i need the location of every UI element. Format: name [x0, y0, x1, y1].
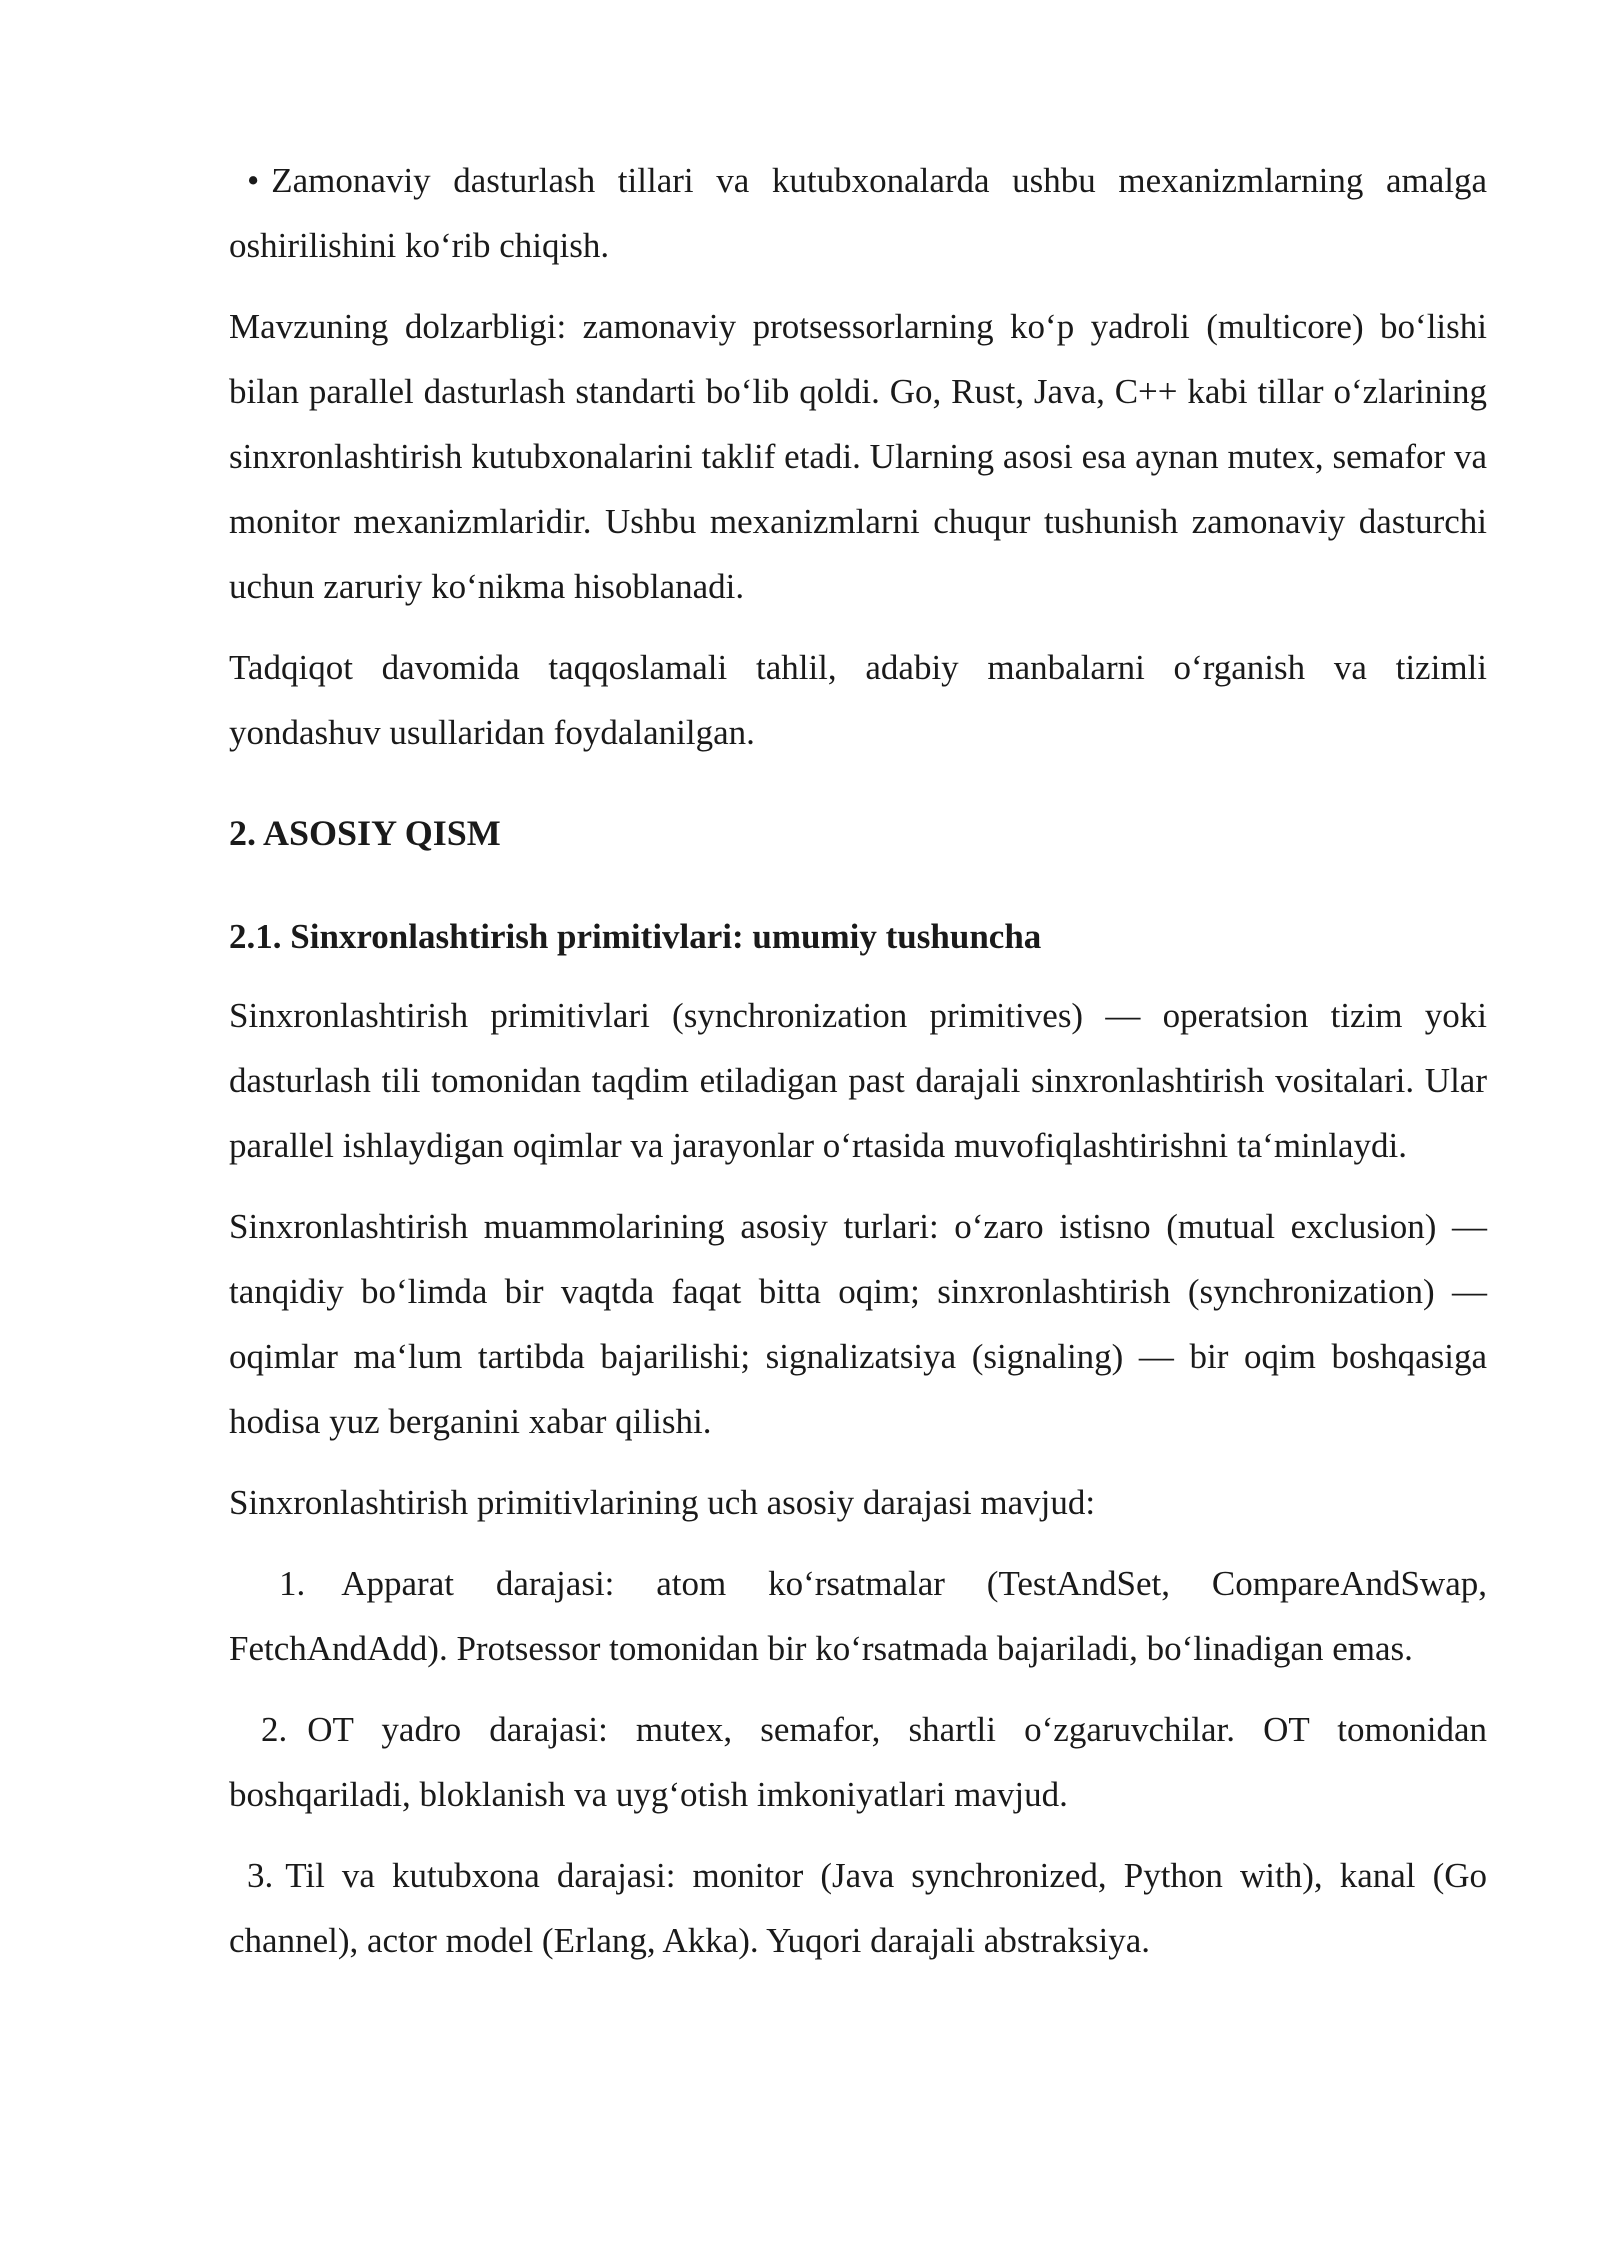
list-item-number: 2.	[261, 1710, 288, 1749]
list-item-number: 3.	[247, 1856, 274, 1895]
levels-intro-paragraph: Sinxronlashtirish primitivlarining uch asosiy darajasi mavjud:	[229, 1483, 1096, 1522]
section-heading: 2. ASOSIY QISM	[229, 813, 501, 853]
subsection-heading: 2.1. Sinxronlashtirish primitivlari: umumiy tushuncha	[229, 917, 1042, 956]
bullet-item	[229, 148, 1487, 278]
bullet-text: Zamonaviy dasturlash tillari va kutubxonalarda ushbu mexanizmlarning amalga oshirilishini ko‘rib chiqish.	[229, 161, 1487, 265]
problem-types-paragraph: Sinxronlashtirish muammolarining asosiy turlari: o‘zaro istisno (mutual exclusion) — tanqidiy bo‘limda bir vaqtda faqat bitta oqim; sinxronlashtirish (synchronization) — oqimlar ma‘lum tartibda bajarilishi; signalizatsiya (signaling) — bir oqim boshqasiga hodisa yuz berganini xabar qilishi.	[229, 1207, 1487, 1441]
list-item-text: Til va kutubxona darajasi: monitor (Java synchronized, Python with), kanal (Go channel), actor model (Erlang, Akka). Yuqori darajali abstraksiya.	[229, 1856, 1487, 1960]
list-item-text: OT yadro darajasi: mutex, semafor, shartli o‘zgaruvchilar. OT tomonidan boshqariladi, bloklanish va uyg‘otish imkoniyatlari mavjud.	[229, 1710, 1487, 1814]
methods-paragraph: Tadqiqot davomida taqqoslamali tahlil, adabiy manbalarni o‘rganish va tizimli yondashuv usullaridan foydalanilgan.	[229, 648, 1487, 752]
list-item	[229, 1697, 1487, 1827]
list-item-text: Apparat darajasi: atom ko‘rsatmalar (TestAndSet, CompareAndSwap, FetchAndAdd). Protsessor tomonidan bir ko‘rsatmada bajariladi, bo‘linadigan emas.	[229, 1564, 1487, 1668]
list-item-number: 1.	[279, 1564, 306, 1603]
list-item	[229, 1551, 1487, 1681]
document-page	[229, 148, 1487, 1989]
bullet-mark: •	[247, 161, 260, 200]
definition-paragraph: Sinxronlashtirish primitivlari (synchronization primitives) — operatsion tizim yoki dasturlash tili tomonidan taqdim etiladigan past darajali sinxronlashtirish vositalari. Ular parallel ishlaydigan oqimlar va jarayonlar o‘rtasida muvofiqlashtirishni ta‘minlaydi.	[229, 996, 1487, 1165]
list-item	[229, 1843, 1487, 1973]
relevance-paragraph: Mavzuning dolzarbligi: zamonaviy protsessorlarning ko‘p yadroli (multicore) bo‘lishi bilan parallel dasturlash standarti bo‘lib qoldi. Go, Rust, Java, C++ kabi tillar o‘zlarining sinxronlashtirish kutubxonalarini taklif etadi. Ularning asosi esa aynan mutex, semafor va monitor mexanizmlaridir. Ushbu mexanizmlarni chuqur tushunish zamonaviy dasturchi uchun zaruriy ko‘nikma hisoblanadi.	[229, 307, 1487, 606]
